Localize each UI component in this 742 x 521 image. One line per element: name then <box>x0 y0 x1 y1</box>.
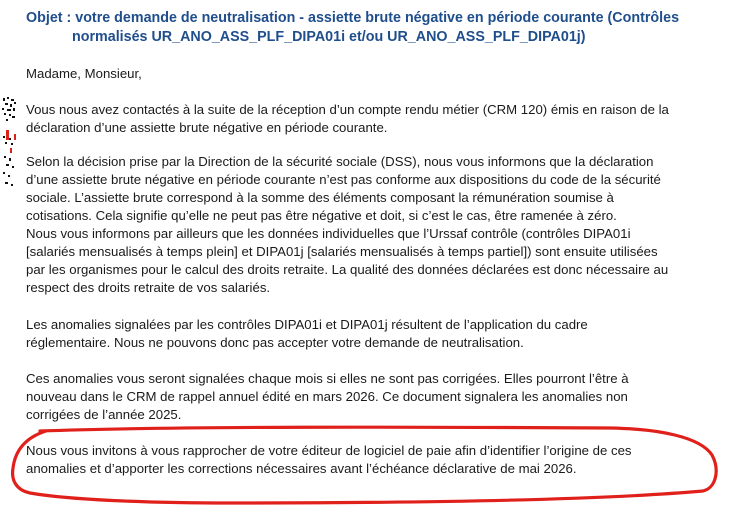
paragraph-crm-contact <box>26 101 706 137</box>
paragraph-line: Selon la décision prise par la Direction de la sécurité sociale (DSS), nous vous informons que la déclaration <box>26 154 654 169</box>
paragraph-line: anomalies et d’apporter les corrections nécessaires avant l’échéance déclarative de mai 2026. <box>26 461 577 476</box>
paragraph-line: respect des droits retraite de vos salariés. <box>26 280 271 295</box>
paragraph-line: nouveau dans le CRM de rappel annuel édité en mars 2026. Ce document signalera les anomalies non <box>26 389 628 404</box>
paragraph-line: déclaration d’une assiette brute négative en période courante. <box>26 120 388 135</box>
paragraph-dss-decision <box>26 153 706 297</box>
paragraph-line: Vous nous avez contactés à la suite de la réception d’un compte rendu métier (CRM 120) émis en raison de la <box>26 102 669 117</box>
paragraph-line: Les anomalies signalées par les contrôles DIPA01i et DIPA01j résultent de l’application du cadre <box>26 317 588 332</box>
paragraph-line: réglementaire. Nous ne pouvons donc pas accepter votre demande de neutralisation. <box>26 335 524 350</box>
paragraph-line: corrigées de l’année 2025. <box>26 407 182 422</box>
greeting: Madame, Monsieur, <box>26 66 142 81</box>
paragraph-line: Nous vous informons par ailleurs que les données individuelles que l’Urssaf contrôle (contrôles DIPA01i <box>26 226 631 241</box>
paragraph-monthly-reporting <box>26 370 706 424</box>
paragraph-line: d’une assiette brute négative en période courante n’est pas conforme aux dispositions du code de la sécurité <box>26 172 661 187</box>
paragraph-contact-software-editor <box>26 442 706 478</box>
paragraph-line: Ces anomalies vous seront signalées chaque mois si elles ne sont pas corrigées. Elles pourront l’être à <box>26 371 629 386</box>
subject-line-1: Objet : votre demande de neutralisation - assiette brute négative en période courante (Contrôles <box>26 10 680 26</box>
paragraph-line: sociale. L’assiette brute correspond à la somme des éléments composant la rémunération soumise à <box>26 190 614 205</box>
paragraph-regulatory-framework <box>26 316 706 352</box>
paragraph-line: Nous vous invitons à vous rapprocher de votre éditeur de logiciel de paie afin d’identifier l’origine de ces <box>26 443 632 458</box>
margin-scribble-mark <box>0 96 22 196</box>
paragraph-line: cotisations. Cela signifie qu’elle ne peut pas être négative et doit, si c’est le cas, être ramenée à zéro. <box>26 208 617 223</box>
letter-subject <box>26 9 726 47</box>
subject-line-2: normalisés UR_ANO_ASS_PLF_DIPA01i et/ou UR_ANO_ASS_PLF_DIPA01j) <box>72 29 586 45</box>
paragraph-line: par les organismes pour le calcul des droits retraite. La qualité des données déclarées est donc nécessaire au <box>26 262 669 277</box>
paragraph-line: [salariés mensualisés à temps plein] et DIPA01j [salariés mensualisés à temps partiel]) sont ensuite utilisées <box>26 244 658 259</box>
